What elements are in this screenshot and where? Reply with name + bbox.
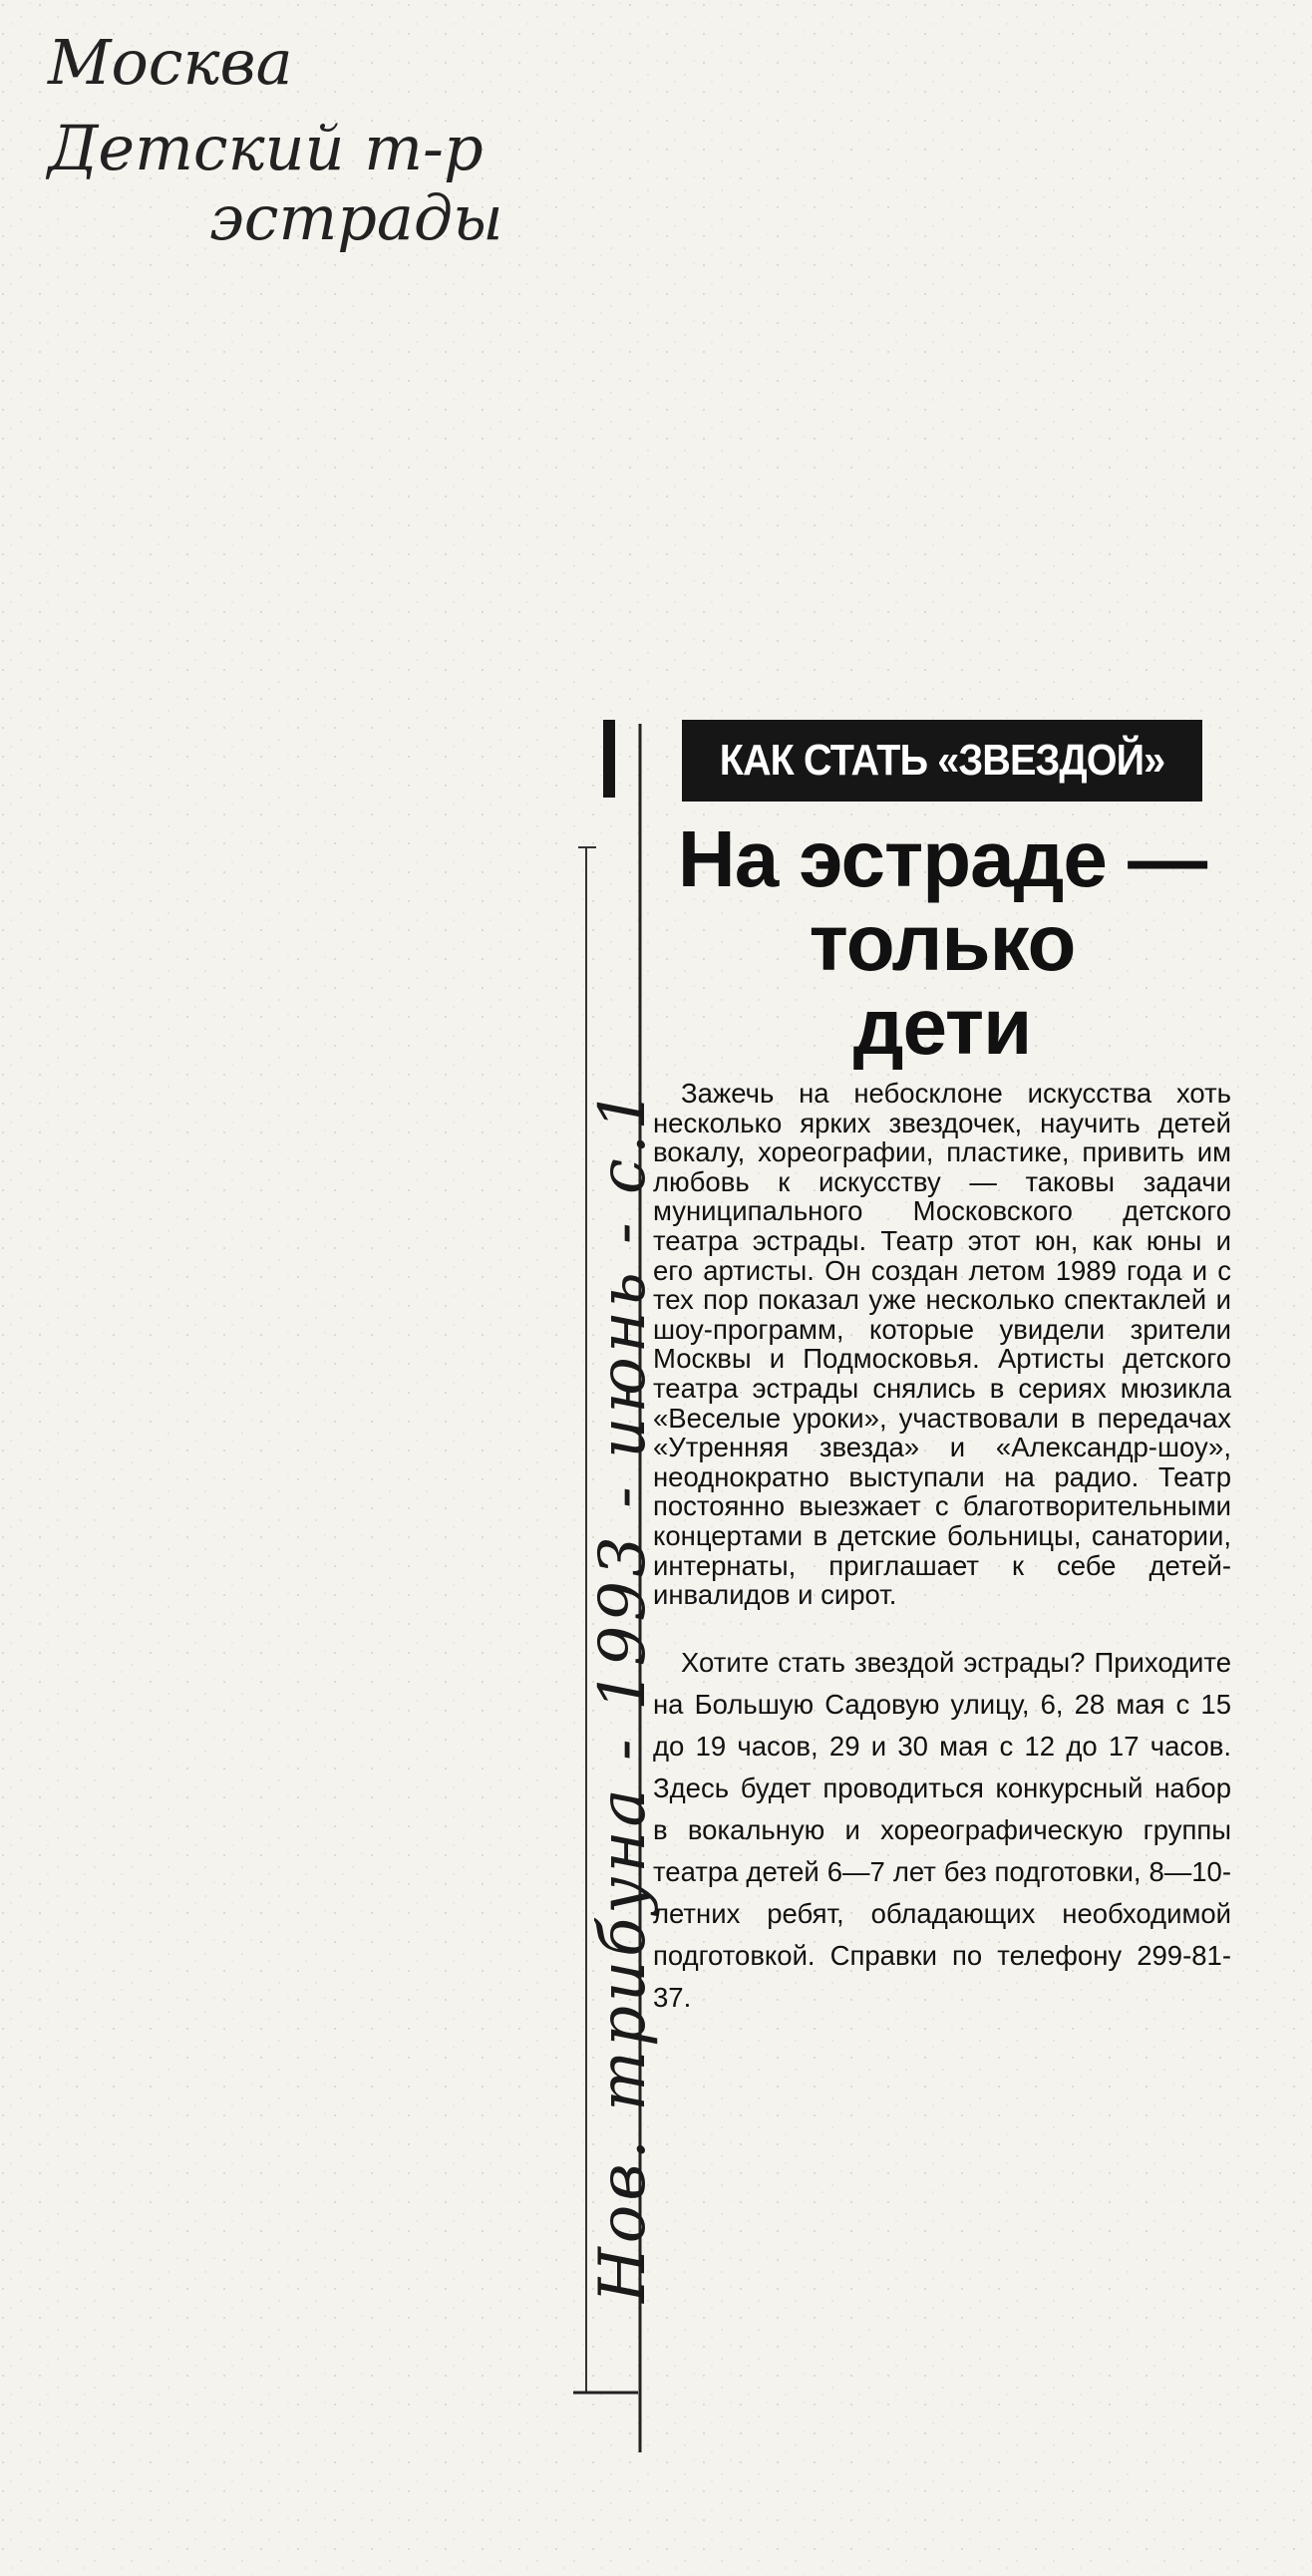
article-body <box>653 1079 1231 2019</box>
headline-line-2: только <box>809 898 1076 987</box>
article-rubric: КАК СТАТЬ «ЗВЕЗДОЙ» <box>682 720 1202 802</box>
article-headline <box>653 814 1231 1071</box>
newspaper-clipping <box>653 720 1231 2019</box>
headline-line-1: На эстраде — <box>677 814 1207 903</box>
handwritten-source-date: Нов. трибуна - 1993 - июнь - с.1 <box>586 1086 660 2303</box>
article-paragraph-1: Зажечь на небосклоне искусства хоть несколько ярких звездочек, научить детей вокалу, хореографии, пластике, привить им любовь к искусству — таковы задачи муниципального Московского детского театра эстрады. Театр этот юн, как юны и его артисты. Он создан летом 1989 года и с тех пор показал уже несколько спектаклей и шоу-программ, которые увидели зрители Москвы и Подмосковья. Артисты детского театра эстрады снялись в сериях мюзикла «Веселые уроки», участвовали в передачах «Утренняя звезда» и «Александр-шоу», неоднократно выступали на радио. Театр постоянно выезжает с благотворительными концертами в детские больницы, санатории, интернаты, приглашает к себе детей-инвалидов и сирот. <box>653 1078 1231 1611</box>
handwritten-estrada-note: эстрады <box>209 181 503 254</box>
handwritten-theatre-note: Детский т-р <box>48 112 484 184</box>
headline-line-3: дети <box>852 982 1032 1071</box>
article-paragraph-2: Хотите стать звездой эстрады? Приходите на Большую Садовую улицу, 6, 28 мая с 15 до 19 часов, 29 и 30 мая с 12 до 17 часов. Здесь будет проводиться конкурсный набор в вокальную и хореографическую группы театра детей 6—7 лет без подготовки, 8—10-летних ребят, обладающих необходимой подготовкой. Справки по телефону 299-81-37. <box>653 1646 1231 2013</box>
handwritten-city-note: Москва <box>48 26 293 99</box>
